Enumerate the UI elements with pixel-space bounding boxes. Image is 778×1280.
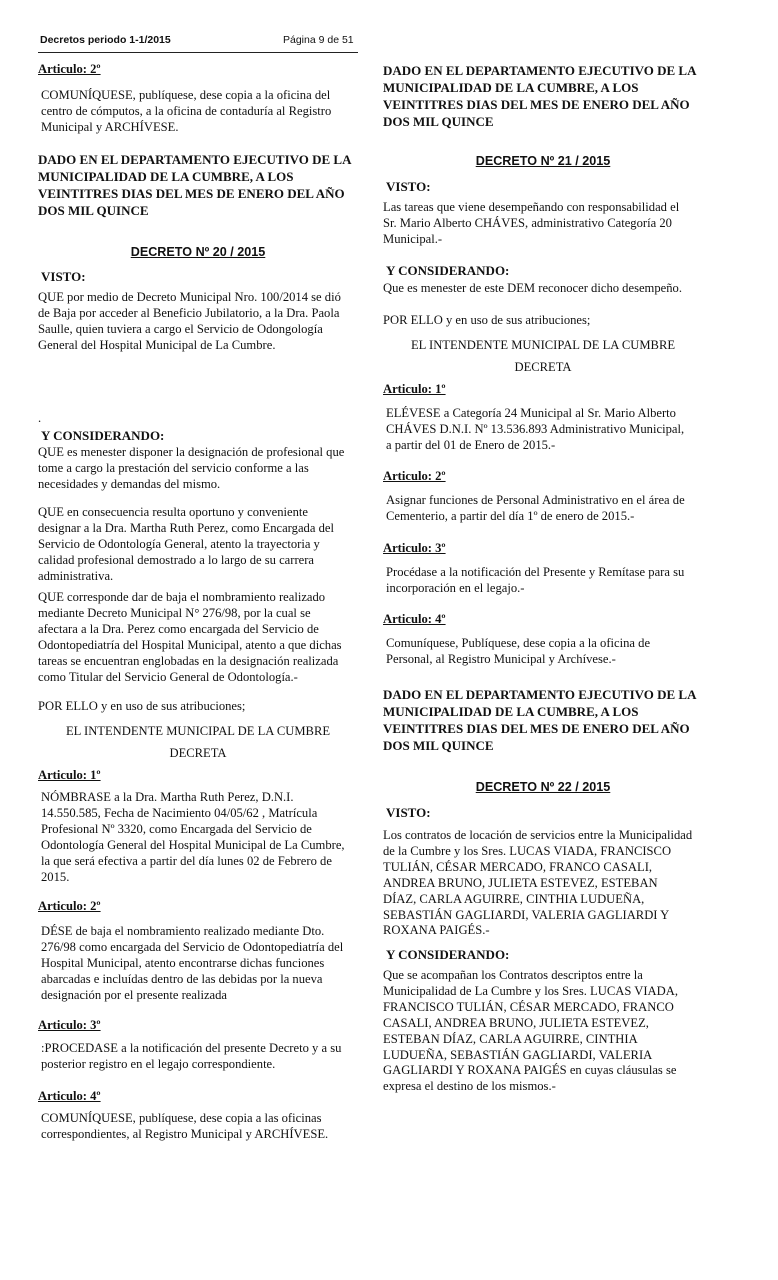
text-line: necesidades y demandas del mismo. — [38, 476, 221, 491]
paragraph — [383, 200, 703, 248]
text-line: VISTO: — [386, 805, 431, 820]
text-line: Y CONSIDERANDO: — [386, 263, 510, 278]
paragraph — [383, 565, 703, 597]
text-line: DECRETO Nº 22 / 2015 — [475, 780, 611, 794]
text-line: Y CONSIDERANDO: — [41, 428, 165, 443]
text-line: de la Cumbre y los Sres. LUCAS VIADA, FRANCISCO — [383, 843, 672, 858]
text-line: 276/98 como encargada del Servicio de Odontopediatría del — [41, 939, 344, 954]
paragraph — [383, 493, 703, 525]
text-line: ANDREA BRUNO, JULIETA ESTEVEZ, ESTEBAN — [383, 875, 658, 890]
text-line: Procédase a la notificación del Presente y Remítase para su — [386, 565, 685, 579]
text-line: GAGLIARDI Y ROXANA PAIGÉS en cuyas cláusulas se — [383, 1063, 677, 1078]
text-line: VISTO: — [41, 269, 86, 284]
text-line: DÍAZ, CARLA AGUIRRE, CINTHIA LUDUEÑA, — [383, 891, 645, 906]
text-line: COMUNÍQUESE, publíquese, dese copia a las oficinas — [41, 1111, 322, 1125]
text-line: QUE por medio de Decreto Municipal Nro. 100/2014 se dió — [38, 290, 341, 304]
text-line: designación por el presente realizada — [41, 987, 228, 1002]
text-line: ESTEBAN DÍAZ, CARLA AGUIRRE, CINTHIA — [383, 1031, 638, 1046]
paragraph — [383, 281, 703, 297]
article-heading — [383, 612, 703, 628]
article-heading — [383, 382, 703, 398]
paragraph — [38, 924, 358, 1004]
paragraph — [383, 313, 703, 329]
text-line: POR ELLO y en uso de sus atribuciones; — [38, 699, 246, 713]
document-title: Decretos periodo 1-1/2015 — [40, 34, 171, 46]
text-line: 14.550.585, Fecha de Nacimiento 04/05/62 , Matrícula — [41, 805, 318, 820]
article-heading — [38, 62, 358, 78]
text-line: expresa el destino de los mismos.- — [383, 1079, 556, 1094]
centered-text — [38, 724, 358, 740]
text-line: TULIÁN, CÉSAR MERCADO, FRANCO CASALI, — [383, 859, 653, 874]
text-line: Odontología General del Hospital Municipal de La Cumbre, — [41, 837, 345, 852]
text-line: Municipalidad de La Cumbre y los Sres. LUCAS VIADA, — [383, 983, 678, 998]
text-line: Servicio de Odontología General, atento la trayectoria y — [38, 536, 320, 551]
text-line: Articulo: 3º — [38, 1018, 101, 1032]
text-line: NÓMBRASE a la Dra. Martha Ruth Perez, D.N.I. — [41, 790, 294, 804]
text-line: ROXANA PAIGÉS.- — [383, 923, 490, 938]
article-heading — [38, 1089, 358, 1105]
text-line: Personal, al Registro Municipal y Archívese.- — [386, 651, 616, 666]
text-line: Articulo: 2º — [383, 469, 446, 483]
paragraph — [383, 828, 703, 939]
text-line: Asignar funciones de Personal Administrativo en el área de — [386, 493, 685, 507]
text-line: Articulo: 4º — [38, 1089, 101, 1103]
article-heading — [383, 541, 703, 557]
text-line: MUNICIPALIDAD DE LA CUMBRE, A LOS — [38, 169, 294, 184]
text-line: administrativa. — [38, 568, 114, 583]
closing-statement — [383, 62, 703, 130]
text-line: 2015. — [41, 869, 70, 884]
text-line: CHÁVES D.N.I. Nº 13.536.893 Administrativo Municipal, — [386, 421, 685, 436]
text-line: General del Hospital Municipal de La Cumbre. — [38, 337, 276, 352]
paragraph — [38, 505, 358, 585]
text-line: DADO EN EL DEPARTAMENTO EJECUTIVO DE LA — [383, 63, 697, 78]
paragraph — [38, 445, 358, 493]
article-heading — [383, 469, 703, 485]
text-line: Municipal y ARCHÍVESE. — [41, 119, 179, 134]
text-line: Y CONSIDERANDO: — [386, 947, 510, 962]
text-line: Que es menester de este DEM reconocer dicho desempeño. — [383, 281, 682, 295]
text-line: Articulo: 4º — [383, 612, 446, 626]
decree-title — [383, 154, 703, 170]
text-line: VISTO: — [386, 179, 431, 194]
text-line: CASALI, ANDREA BRUNO, JULIETA ESTEVEZ, — [383, 1015, 649, 1030]
text-line: Hospital Municipal, atento encontrarse dichas funciones — [41, 955, 325, 970]
text-line: Odontopediatría del Hospital Municipal, atento a que dichas — [38, 637, 342, 652]
text-line: DÉSE de baja el nombramiento realizado mediante Dto. — [41, 924, 325, 938]
section-label — [383, 947, 703, 963]
text-line: Cementerio, a partir del día 1º de enero de 2015.- — [386, 508, 635, 523]
text-line: como Titular del Servicio General de Odontología.- — [38, 669, 298, 684]
text-line: centro de cómputos, a la oficina de contaduría al Registro — [41, 103, 332, 118]
header-divider — [38, 52, 358, 53]
text-line: DECRETA — [514, 360, 572, 374]
text-line: QUE es menester disponer la designación de profesional que — [38, 445, 345, 459]
text-line: FRANCISCO TULIÁN, CÉSAR MERCADO, FRANCO — [383, 999, 674, 1014]
paragraph — [38, 411, 358, 427]
paragraph — [38, 88, 358, 136]
paragraph — [383, 406, 703, 454]
paragraph — [38, 1041, 358, 1073]
text-line: a partir del 01 de Enero de 2015.- — [386, 437, 556, 452]
decree-title — [38, 245, 358, 261]
text-line: POR ELLO y en uso de sus atribuciones; — [383, 313, 591, 327]
text-line: QUE en consecuencia resulta oportuno y conveniente — [38, 505, 308, 519]
text-line: LUDUEÑA, SEBASTIÁN GAGLIARDI, VALERIA — [383, 1047, 653, 1062]
text-line: Los contratos de locación de servicios entre la Municipalidad — [383, 828, 693, 842]
text-line: DECRETA — [169, 746, 227, 760]
text-line: DOS MIL QUINCE — [383, 738, 494, 753]
closing-statement — [383, 686, 703, 754]
closing-statement — [38, 151, 358, 219]
section-label — [383, 179, 703, 195]
text-line: Articulo: 2º — [38, 899, 101, 913]
text-line: abarcadas e incluídas dentro de las debidas por la nueva — [41, 971, 323, 986]
text-line: QUE corresponde dar de baja el nombramiento realizado — [38, 590, 326, 604]
text-line: ELÉVESE a Categoría 24 Municipal al Sr. Mario Alberto — [386, 406, 676, 420]
paragraph — [383, 636, 703, 668]
text-line: Comuníquese, Publíquese, dese copia a la oficina de — [386, 636, 651, 650]
text-line: designar a la Dra. Martha Ruth Perez, como Encargada del — [38, 520, 334, 535]
text-line: Sr. Mario Alberto CHÁVES, administrativo Categoría 20 — [383, 215, 672, 230]
text-line: EL INTENDENTE MUNICIPAL DE LA CUMBRE — [410, 338, 676, 352]
page-number: Página 9 de 51 — [283, 34, 354, 46]
text-line: DADO EN EL DEPARTAMENTO EJECUTIVO DE LA — [383, 687, 697, 702]
text-line: Saulle, quien tuviera a cargo el Servicio de Odongología — [38, 321, 323, 336]
text-line: calidad profesional demostrado a lo largo de su carrera — [38, 552, 315, 567]
text-line: EL INTENDENTE MUNICIPAL DE LA CUMBRE — [65, 724, 331, 738]
paragraph — [38, 699, 358, 715]
text-line: VEINTITRES DIAS DEL MES DE ENERO DEL AÑO — [383, 721, 690, 736]
text-line: de Baja por acceder al Beneficio Jubilatorio, a la Dra. Paola — [38, 305, 340, 320]
paragraph — [38, 790, 358, 885]
section-label — [38, 269, 358, 285]
text-line: VEINTITRES DIAS DEL MES DE ENERO DEL AÑO — [38, 186, 345, 201]
text-line: Municipal.- — [383, 231, 443, 246]
text-line: Articulo: 1º — [38, 768, 101, 782]
text-line: mediante Decreto Municipal N° 276/98, por la cual se — [38, 605, 311, 620]
centered-text — [383, 360, 703, 376]
centered-text — [383, 338, 703, 354]
text-line: SEBASTIÁN GAGLIARDI, VALERIA GAGLIARDI Y — [383, 907, 670, 922]
paragraph — [383, 968, 703, 1095]
article-heading — [38, 1018, 358, 1034]
text-line: correspondientes, al Registro Municipal y ARCHÍVESE. — [41, 1126, 329, 1141]
section-label — [38, 428, 358, 444]
section-label — [383, 263, 703, 279]
text-line: tome a cargo la prestación del servicio conforme a las — [38, 460, 309, 475]
text-line: incorporación en el legajo.- — [386, 580, 525, 595]
text-line: afectara a la Dra. Perez como encargada del Servicio de — [38, 621, 319, 636]
text-line: MUNICIPALIDAD DE LA CUMBRE, A LOS — [383, 80, 639, 95]
paragraph — [38, 590, 358, 685]
decree-title — [383, 780, 703, 796]
text-line: Profesional Nº 3320, como Encargada del Servicio de — [41, 821, 312, 836]
text-line: DOS MIL QUINCE — [383, 114, 494, 129]
centered-text — [38, 746, 358, 762]
article-heading — [38, 768, 358, 784]
text-line: Articulo: 2º — [38, 62, 101, 76]
text-line: . — [38, 411, 42, 425]
paragraph — [38, 1111, 358, 1143]
text-line: MUNICIPALIDAD DE LA CUMBRE, A LOS — [383, 704, 639, 719]
text-line: :PROCEDASE a la notificación del presente Decreto y a su — [41, 1041, 342, 1055]
text-line: COMUNÍQUESE, publíquese, dese copia a la oficina del — [41, 88, 331, 102]
article-heading — [38, 899, 358, 915]
text-line: DADO EN EL DEPARTAMENTO EJECUTIVO DE LA — [38, 152, 352, 167]
paragraph — [38, 290, 358, 354]
text-line: Que se acompañan los Contratos descriptos entre la — [383, 968, 643, 982]
text-line: DECRETO Nº 21 / 2015 — [475, 154, 611, 168]
text-line: posterior registro en el legajo correspondiente. — [41, 1056, 276, 1071]
text-line: tareas se encuentran englobadas en la designación realizada — [38, 653, 339, 668]
section-label — [383, 805, 703, 821]
text-line: Articulo: 1º — [383, 382, 446, 396]
text-line: la que será efectiva a partir del día lunes 02 de Febrero de — [41, 853, 332, 868]
text-line: Articulo: 3º — [383, 541, 446, 555]
text-line: Las tareas que viene desempeñando con responsabilidad el — [383, 200, 680, 214]
text-line: DECRETO Nº 20 / 2015 — [130, 245, 266, 259]
text-line: DOS MIL QUINCE — [38, 203, 149, 218]
text-line: VEINTITRES DIAS DEL MES DE ENERO DEL AÑO — [383, 97, 690, 112]
